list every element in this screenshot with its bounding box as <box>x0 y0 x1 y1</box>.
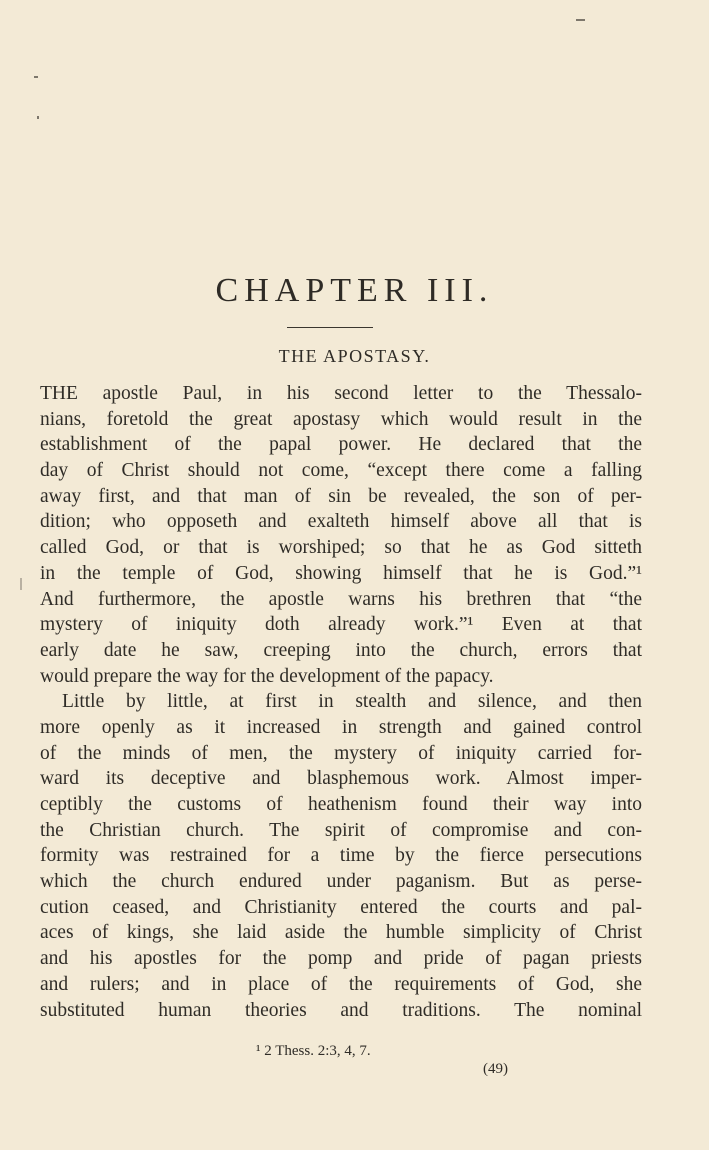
section-title: THE APOSTASY. <box>278 346 431 366</box>
text-line: THE apostle Paul, in his second letter to the Thessalo- <box>40 383 642 404</box>
text-line: ward its deceptive and blasphemous work. Almost imper- <box>40 768 642 790</box>
text-line: and rulers; and in place of the requirements of God, she <box>40 973 642 995</box>
text-line: the Christian church. The spirit of compromise and con- <box>40 819 642 841</box>
text-line: early date he saw, creeping into the church, errors that <box>40 639 642 661</box>
text-line: mystery of iniquity doth already work.”¹ Even at that <box>40 614 642 636</box>
text-line: and his apostles for the pomp and pride of pagan priests <box>40 948 642 970</box>
text-line: of the minds of men, the mystery of iniquity carried for- <box>40 742 642 764</box>
text-line: aces of kings, she laid aside the humble simplicity of Christ <box>40 922 642 944</box>
text-line: substituted human theories and traditions. The nominal <box>40 999 642 1021</box>
text-line: formity was restrained for a time by the fierce persecutions <box>40 845 642 867</box>
scan-speck <box>576 19 585 21</box>
text-line: which the church endured under paganism. But as perse- <box>40 871 642 893</box>
chapter-title: CHAPTER III. <box>215 272 494 309</box>
title-divider <box>287 327 373 328</box>
body-text <box>40 381 642 1023</box>
footnote: ¹ 2 Thess. 2:3, 4, 7. <box>256 1043 371 1059</box>
text-line: away first, and that man of sin be revealed, the son of per- <box>40 485 642 507</box>
text-line: called God, or that is worshiped; so that he as God sitteth <box>40 537 642 559</box>
scan-speck <box>20 578 22 590</box>
paragraph-1 <box>40 381 642 689</box>
paragraph-2 <box>40 689 642 1023</box>
text-line: would prepare the way for the development of the papacy. <box>40 665 494 687</box>
text-line: more openly as it increased in strength and gained control <box>40 716 642 738</box>
text-line: ceptibly the customs of heathenism found their way into <box>40 794 642 815</box>
text-line: in the temple of God, showing himself that he is God.”¹ <box>40 562 642 584</box>
page-number: (49) <box>483 1061 508 1077</box>
text-line: cution ceased, and Christianity entered the courts and pal- <box>40 896 642 918</box>
scan-speck <box>37 116 39 119</box>
scan-speck <box>34 76 38 78</box>
text-line: day of Christ should not come, “except there come a falling <box>40 460 642 482</box>
text-line: nians, foretold the great apostasy which would result in the <box>40 408 642 430</box>
text-line: dition; who opposeth and exalteth himself above all that is <box>40 511 642 533</box>
text-line: And furthermore, the apostle warns his brethren that “the <box>40 588 642 610</box>
text-line: establishment of the papal power. He declared that the <box>40 434 642 456</box>
text-line: Little by little, at first in stealth and silence, and then <box>62 691 642 713</box>
